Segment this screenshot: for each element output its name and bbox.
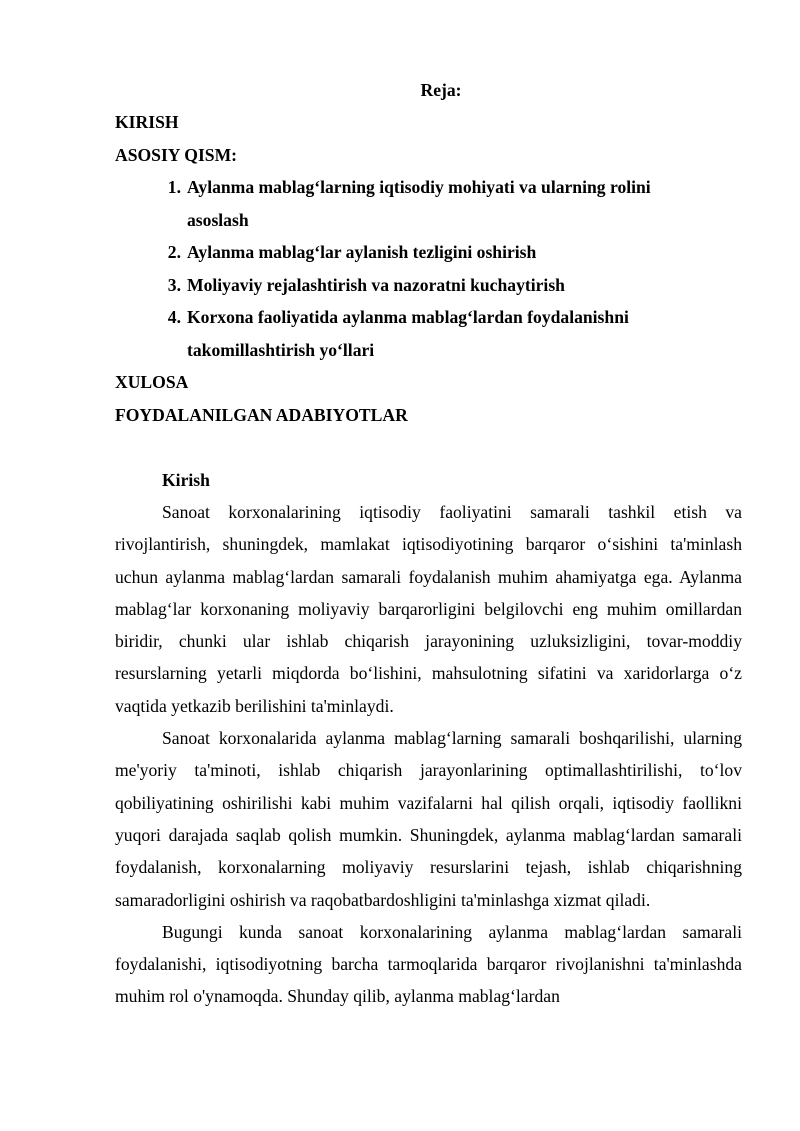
plan-item-number: 1. xyxy=(167,177,181,197)
plan-list xyxy=(115,171,742,366)
plan-item-text: Moliyaviy rejalashtirish va nazoratni kuchaytirish xyxy=(187,274,565,295)
plan-title: Reja: xyxy=(420,80,462,100)
plan-item-text: Aylanma mablag‘lar aylanish tezligini oshirish xyxy=(187,242,537,262)
plan-item-text: Korxona faoliyatida aylanma mablag‘lardan foydalanishni takomillashtirish yo‘llari xyxy=(187,307,629,360)
plan-main-part: ASOSIY QISM: xyxy=(115,144,238,165)
plan-references: FOYDALANILGAN ADABIYOTLAR xyxy=(115,404,408,425)
plan-item xyxy=(115,269,742,302)
body-paragraph: Bugungi kunda sanoat korxonalarining aylanma mablag‘lardan samarali foydalanishi, iqtisodiyotning barcha tarmoqlarida barqaror rivojlanishni ta'minlashda muhim rol o'ynamoqda. Shunday qilib, aylanma mablag‘lardan xyxy=(115,921,742,1007)
body-paragraph: Sanoat korxonalarida aylanma mablag‘larning samarali boshqarilishi, ularning me'yoriy ta'minoti, ishlab chiqarish jarayonlarining optimallashtirilishi, to‘lov qobiliyatining oshirilishi kabi muhim vazifalarni hal qilish orqali, iqtisodiy faollikni yuqori darajada saqlab qolish mumkin. Shuningdek, aylanma mablag‘lardan samarali foydalanish, korxonalarning moliyaviy resurslarini tejash, ishlab chiqarishning samaradorligini oshirish va raqobatbardoshligini ta'minlashga xizmat qiladi. xyxy=(115,728,742,910)
plan-item-number: 3. xyxy=(167,274,181,295)
plan-conclusion: XULOSA xyxy=(115,372,189,392)
plan-item-number: 4. xyxy=(167,307,181,327)
body-paragraph: Sanoat korxonalarining iqtisodiy faoliyatini samarali tashkil etish va rivojlantirish, shuningdek, mamlakat iqtisodiyotining barqaror o‘sishini ta'minlash uchun aylanma mablag‘lardan samarali foydalanish muhim ahamiyatga ega. Aylanma mablag‘lar korxonaning moliyaviy barqarorligini belgilovchi eng muhim omillardan biridir, chunki ular ishlab chiqarish jarayonining uzluksizligini, tovar-moddiy resurslarning yetarli miqdorda bo‘lishini, mahsulotning sifatini va xaridorlarga o‘z vaqtida yetkazib berilishini ta'minlaydi. xyxy=(115,502,742,716)
section-spacer xyxy=(115,431,742,464)
plan-item xyxy=(115,171,742,236)
plan-item xyxy=(115,236,742,269)
section-heading-intro: Kirish xyxy=(162,469,210,490)
plan-item xyxy=(115,301,742,366)
plan-intro: KIRISH xyxy=(115,112,179,132)
plan-item-text: Aylanma mablag‘larning iqtisodiy mohiyati va ularning rolini asoslash xyxy=(187,177,651,230)
plan-item-number: 2. xyxy=(167,242,181,262)
document-page xyxy=(115,74,742,1013)
